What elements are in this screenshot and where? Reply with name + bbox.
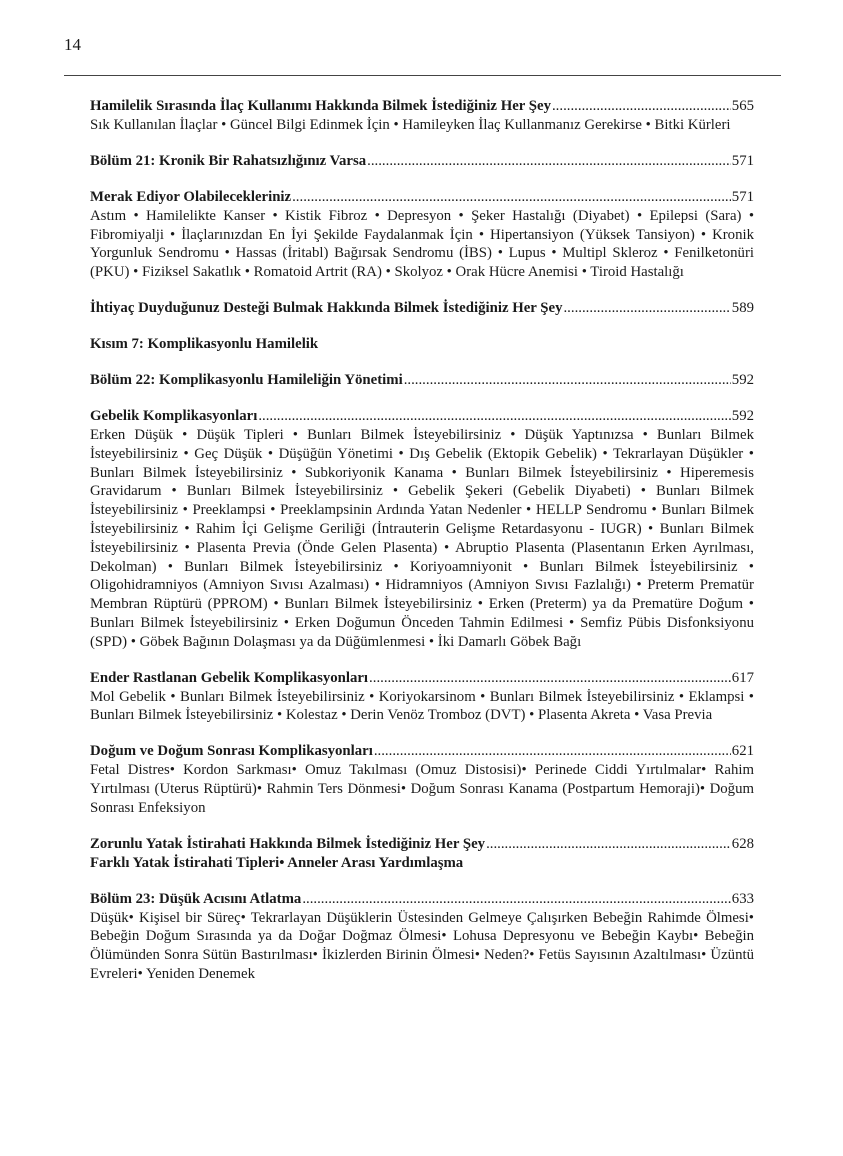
toc-heading-line bbox=[90, 669, 754, 688]
toc-topics: Erken Düşük • Düşük Tipleri • Bunları Bilmek İsteyebilirsiniz • Düşük Yaptınızsa • Bunları Bilmek İsteyebilirsiniz • Geç Düşük • Düşüğün Yönetimi • Dış Gebelik (Ektopik Gebelik) • Tekrarlayan Düşükler • Bunları Bilmek İsteyebilirsiniz • Subkoriyonik Kanama • Bunları Bilmek İsteyebilirsiniz • Hiperemesis Gravidarum • Bunları Bilmek İsteyebilirsiniz • Gebelik Şekeri (Gebelik Diyabeti) • Bunları Bilmek İsteyebilirsiniz • Preeklampsi • Preeklampsinin Ardında Yatan Nedenler • HELLP Sendromu • Bunları Bilmek İsteyebilirsiniz • Rahim İçi Gelişme Geriliği (İntrauterin Gelişme Retardasyonu - IUGR) • Bunları Bilmek İsteyebilirsiniz • Plasenta Previa (Önde Gelen Plasenta) • Abruptio Plasenta (Plasentanın Erken Ayrılması, Dekolman) • Bunları Bilmek İsteyebilirsiniz • Koriyoamniyonit • Bunları Bilmek İsteyebilirsiniz • Oligohidramniyos (Amniyon Sıvısı Azalması) • Hidramniyos (Amniyon Sıvısı Fazlalığı) • Preterm Prematür Membran Rüptürü (PPROM) • Bunları Bilmek İsteyebilirsiniz • Erken (Preterm) ya da Prematüre Doğum • Bunları Bilmek İsteyebilirsiniz • Erken Doğumun Önceden Tahmin Edilmesi • Semfiz Pübis Disfonksiyonu (SPD) • Göbek Bağının Dolaşması ya da Düğümlenmesi • İki Damarlı Göbek Bağı bbox=[90, 426, 754, 650]
toc-entry bbox=[90, 835, 754, 873]
toc-entry bbox=[90, 669, 754, 726]
toc-topics: Mol Gebelik • Bunları Bilmek İsteyebilirsiniz • Koriyokarsinom • Bunları Bilmek İsteyebilirsiniz • Eklampsi • Bunları Bilmek İsteyebilirsiniz • Kolestaz • Derin Venöz Tromboz (DVT) • Plasenta Akreta • Vasa Previa bbox=[90, 688, 754, 724]
toc-page-number: 633 bbox=[731, 890, 754, 907]
toc-topics: Astım • Hamilelikte Kanser • Kistik Fibroz • Depresyon • Şeker Hastalığı (Diyabet) • Epilepsi (Sara) • Fibromiyalji • İlaçlarınızdan En İyi Şekilde Faydalanmak İçin • Hipertansiyon (Yüksek Tansiyon) • Kronik Yorgunluk Sendromu • Hassas (İritabl) Bağırsak Sendromu (İBS) • Lupus • Multipl Skleroz • Fenilketonüri (PKU) • Fiziksel Sakatlık • Romatoid Artrit (RA) • Skolyoz • Orak Hücre Anemisi • Tiroid Hastalığı bbox=[90, 207, 754, 281]
dot-leader bbox=[292, 188, 731, 207]
dot-leader bbox=[369, 669, 731, 688]
toc-heading-line bbox=[90, 152, 754, 171]
toc-entry bbox=[90, 371, 754, 390]
dot-leader bbox=[404, 371, 731, 390]
toc-heading-line bbox=[90, 188, 754, 207]
dot-leader bbox=[374, 742, 731, 761]
dot-leader bbox=[552, 97, 731, 116]
toc-title: Zorunlu Yatak İstirahati Hakkında Bilmek İstediğiniz Her Şey bbox=[90, 835, 486, 852]
toc-heading-line bbox=[90, 299, 754, 318]
toc-entry bbox=[90, 299, 754, 318]
toc-heading-line bbox=[90, 890, 754, 909]
toc-subtitle: Farklı Yatak İstirahati Tipleri• Anneler Arası Yardımlaşma bbox=[90, 854, 464, 871]
toc-title: Ender Rastlanan Gebelik Komplikasyonları bbox=[90, 669, 369, 686]
toc-page-number: 565 bbox=[731, 98, 754, 114]
page-number: 14 bbox=[64, 35, 81, 54]
toc-heading-line bbox=[90, 835, 754, 854]
toc-page-number: 592 bbox=[731, 407, 754, 424]
toc-page-number: 617 bbox=[731, 669, 754, 686]
toc-page-number: 592 bbox=[731, 371, 754, 388]
dot-leader bbox=[563, 299, 730, 318]
toc-entry bbox=[90, 152, 754, 171]
toc-entry bbox=[90, 890, 754, 984]
toc-part bbox=[90, 335, 754, 354]
dot-leader bbox=[486, 835, 731, 854]
toc-topics: Sık Kullanılan İlaçlar • Güncel Bilgi Edinmek İçin • Hamileyken İlaç Kullanmanız Gerekirse • Bitki Kürleri bbox=[90, 117, 731, 133]
toc-page-number: 571 bbox=[731, 152, 754, 169]
part-heading: Kısım 7: Komplikasyonlu Hamilelik bbox=[90, 335, 319, 352]
toc-page-number: 628 bbox=[731, 835, 754, 852]
dot-leader bbox=[258, 407, 730, 426]
dot-leader bbox=[367, 152, 731, 171]
toc-page-number: 621 bbox=[731, 743, 754, 760]
toc-title: Bölüm 23: Düşük Acısını Atlatma bbox=[90, 890, 302, 907]
toc-entry bbox=[90, 407, 754, 652]
toc-title: Merak Ediyor Olabilecekleriniz bbox=[90, 188, 292, 205]
table-of-contents bbox=[90, 97, 754, 1001]
toc-topics: Fetal Distres• Kordon Sarkması• Omuz Takılması (Omuz Distosisi)• Perinede Ciddi Yırtılmalar• Rahim Yırtılması (Uterus Rüptürü)• Rahmin Ters Dönmesi• Doğum Sonrası Kanama (Postpartum Hemoraji)• Doğum Sonrası Enfeksiyon bbox=[90, 762, 754, 816]
toc-heading-line bbox=[90, 371, 754, 390]
toc-heading-line bbox=[90, 407, 754, 426]
header-rule bbox=[64, 75, 781, 76]
toc-entry bbox=[90, 188, 754, 282]
toc-title: Doğum ve Doğum Sonrası Komplikasyonları bbox=[90, 743, 373, 760]
toc-title: Bölüm 21: Kronik Bir Rahatsızlığınız Varsa bbox=[90, 152, 367, 169]
toc-topics: Düşük• Kişisel bir Süreç• Tekrarlayan Düşüklerin Üstesinden Gelmeye Çalışırken Bebeğin Rahimde Ölmesi• Bebeğin Doğum Sırasında ya da Doğar Doğmaz Ölmesi• Lohusa Depresyonu ve Bebeğin Kaybı• Bebeğin Ölümünden Sonra Sütün Bastırılması• İkizlerden Birinin Ölmesi• Neden?• Fetüs Sayısının Azaltılması• Üzüntü Evreleri• Yeniden Denemek bbox=[90, 909, 754, 982]
toc-title: Bölüm 22: Komplikasyonlu Hamileliğin Yönetimi bbox=[90, 371, 403, 388]
dot-leader bbox=[302, 890, 730, 909]
toc-heading-line bbox=[90, 97, 754, 116]
toc-title: Gebelik Komplikasyonları bbox=[90, 407, 258, 424]
toc-heading-line bbox=[90, 742, 754, 761]
toc-entry bbox=[90, 97, 754, 135]
toc-page-number: 571 bbox=[731, 188, 754, 205]
toc-page-number: 589 bbox=[731, 299, 754, 316]
toc-title: İhtiyaç Duyduğunuz Desteği Bulmak Hakkında Bilmek İstediğiniz Her Şey bbox=[90, 299, 563, 316]
toc-entry bbox=[90, 742, 754, 817]
toc-title: Hamilelik Sırasında İlaç Kullanımı Hakkında Bilmek İstediğiniz Her Şey bbox=[90, 98, 551, 114]
